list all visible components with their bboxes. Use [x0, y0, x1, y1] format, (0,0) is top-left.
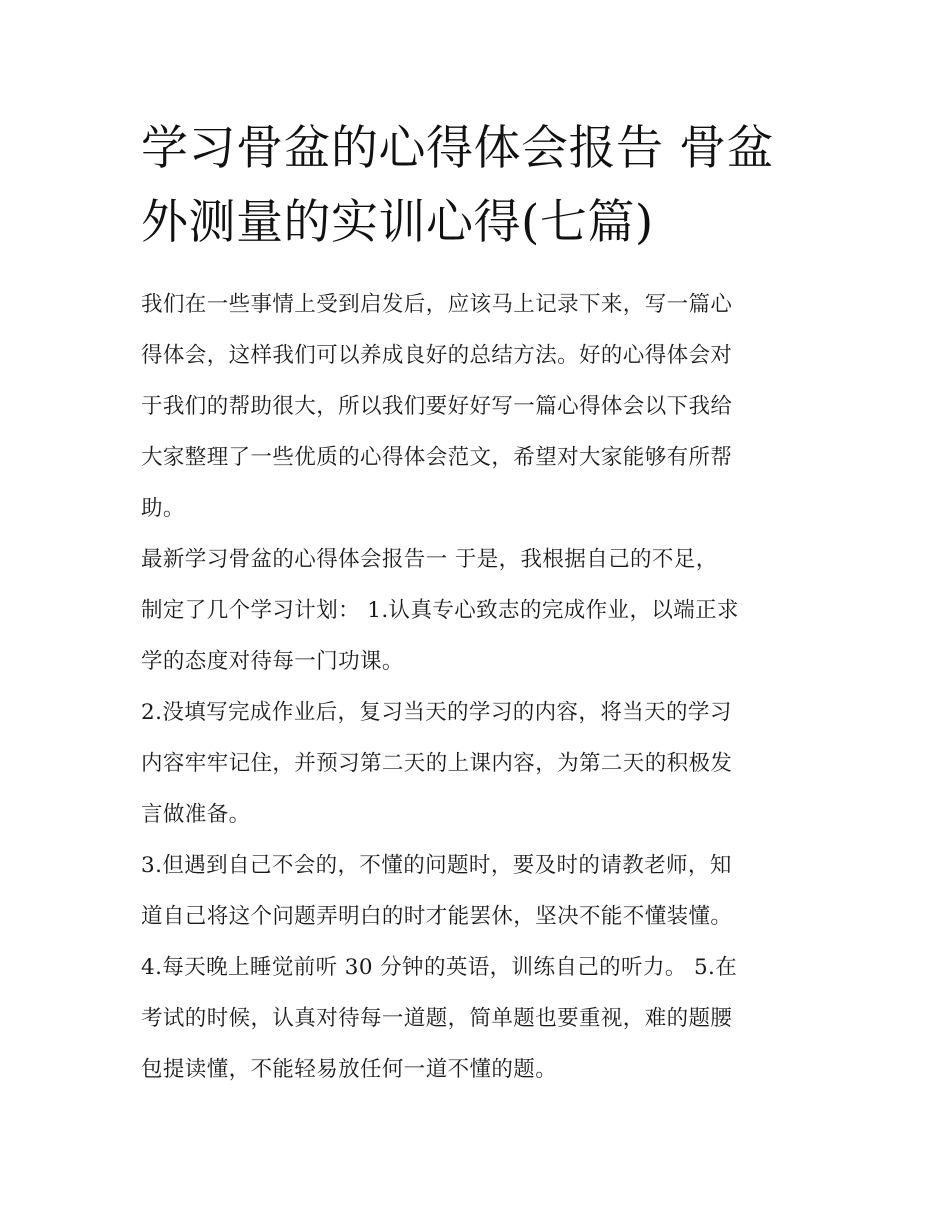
body-line: 言做准备。 — [141, 802, 251, 827]
body-line: 助。 — [141, 496, 185, 521]
document-title — [141, 112, 821, 260]
body-line: 道自己将这个问题弄明白的时才能罢休，坚决不能不懂装懂。 — [141, 904, 733, 929]
body-line: 最新学习骨盆的心得体会报告一 于是，我根据自己的不足， — [141, 547, 718, 572]
body-line: 大家整理了一些优质的心得体会范文，希望对大家能够有所帮 — [141, 445, 733, 470]
body-line: 学的态度对待每一门功课。 — [141, 649, 404, 674]
body-line: 制定了几个学习计划： 1.认真专心致志的完成作业，以端正求 — [141, 598, 739, 623]
body-line: 包提读懂，不能轻易放任何一道不懂的题。 — [141, 1057, 558, 1082]
body-line: 得体会，这样我们可以养成良好的总结方法。好的心得体会对 — [141, 343, 733, 368]
body-line: 2.没填写完成作业后，复习当天的学习的内容，将当天的学习 — [141, 700, 732, 725]
title-line: 学习骨盆的心得体会报告 骨盆 — [141, 121, 774, 176]
title-line: 外测量的实训心得(七篇) — [141, 195, 654, 250]
document-body — [141, 279, 821, 1095]
body-line: 3.但遇到自己不会的，不懂的问题时，要及时的请教老师，知 — [141, 853, 732, 878]
body-line: 于我们的帮助很大，所以我们要好好写一篇心得体会以下我给 — [141, 394, 733, 419]
body-line: 内容牢牢记住，并预习第二天的上课内容，为第二天的积极发 — [141, 751, 733, 776]
body-line: 4.每天晚上睡觉前听 30 分钟的英语，训练自己的听力。 5.在 — [141, 955, 738, 980]
body-line: 考试的时候，认真对待每一道题，简单题也要重视，难的题腰 — [141, 1006, 733, 1031]
body-line: 我们在一些事情上受到启发后，应该马上记录下来，写一篇心 — [141, 292, 733, 317]
